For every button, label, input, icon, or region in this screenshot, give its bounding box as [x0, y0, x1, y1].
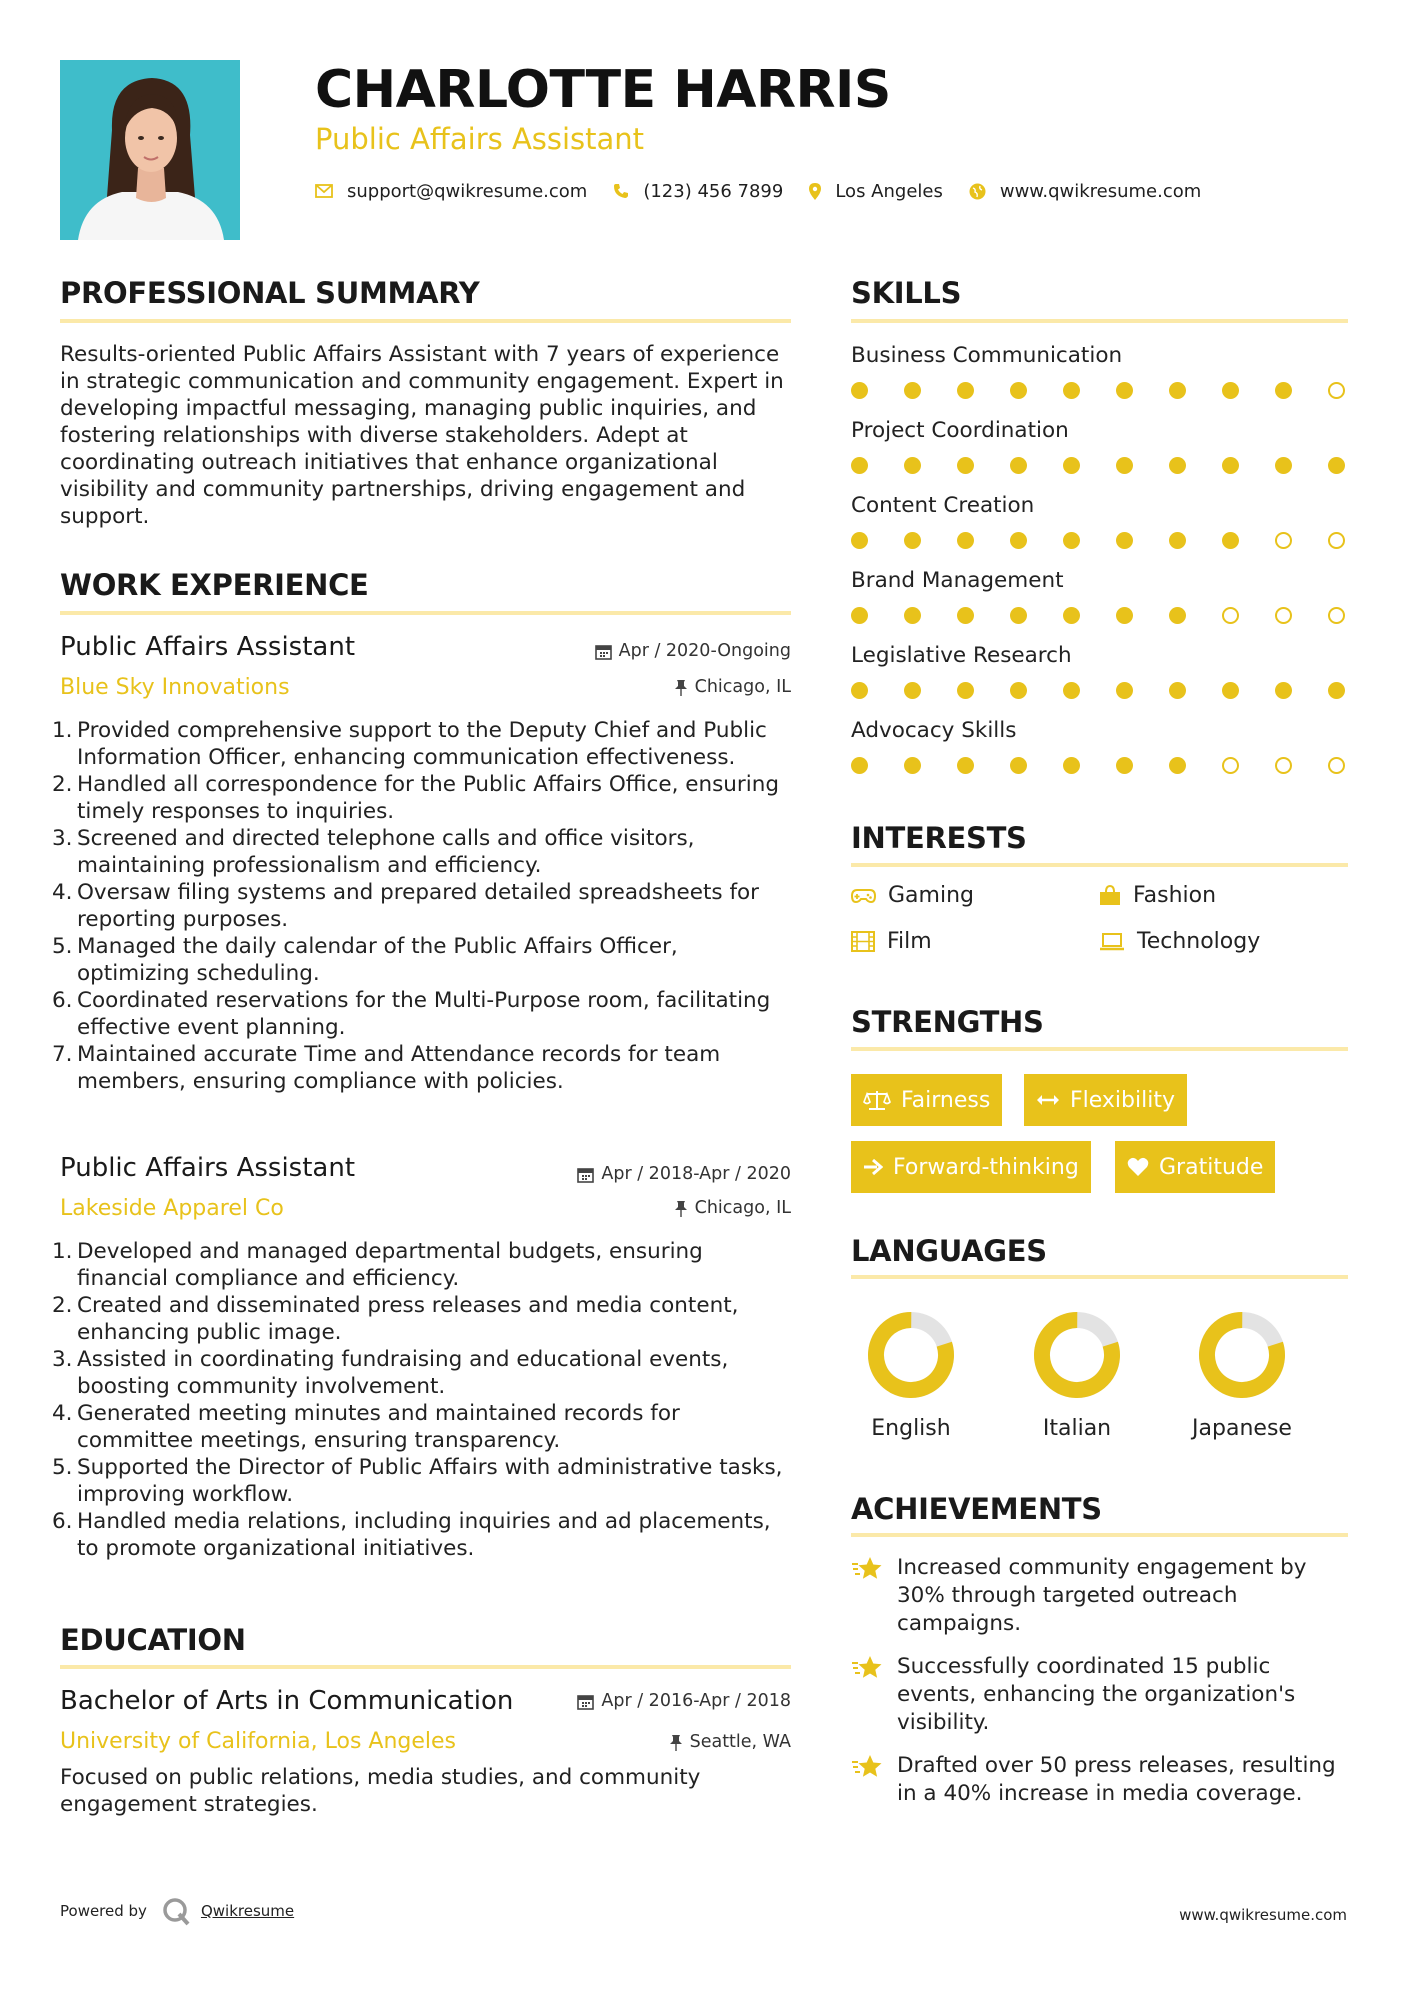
calendar-icon — [595, 643, 612, 660]
rating-dot-filled — [1275, 457, 1292, 474]
donut-fill — [1198, 1311, 1286, 1399]
job-company: Blue Sky Innovations — [60, 675, 290, 700]
job-title: Public Affairs Assistant — [60, 632, 356, 662]
list-item: 2. Handled all correspondence for the Public Affairs Office, ensuring timely responses to inquiries. — [52, 772, 780, 824]
rating-dot-filled — [1116, 607, 1133, 624]
shopping-bag-icon — [1099, 885, 1121, 906]
contact-website[interactable] — [969, 181, 1201, 202]
skill-rating — [851, 532, 1345, 549]
language-donut — [1197, 1310, 1287, 1400]
language-label: Japanese — [1192, 1416, 1292, 1441]
list-item: 5. Managed the daily calendar of the Public Affairs Officer, optimizing scheduling. — [52, 934, 678, 986]
rating-dot-empty — [1222, 757, 1239, 774]
rating-dot-empty — [1222, 607, 1239, 624]
arrow-right-icon — [863, 1158, 883, 1176]
interest-item: Fashion — [1099, 883, 1216, 908]
rating-dot-filled — [1116, 682, 1133, 699]
rating-dot-filled — [1222, 532, 1239, 549]
rating-dot-filled — [957, 382, 974, 399]
rating-dot-filled — [1116, 382, 1133, 399]
rating-dot-filled — [851, 607, 868, 624]
achievements-heading: ACHIEVEMENTS — [851, 1492, 1102, 1526]
rating-dot-filled — [957, 607, 974, 624]
rating-dot-filled — [1222, 457, 1239, 474]
rating-dot-filled — [1169, 532, 1186, 549]
skills-heading: SKILLS — [851, 276, 962, 310]
language-label: Italian — [1042, 1416, 1112, 1441]
website-text: www.qwikresume.com — [999, 180, 1202, 202]
phone-icon — [613, 183, 629, 199]
rating-dot-filled — [1063, 382, 1080, 399]
rating-dot-filled — [851, 382, 868, 399]
skill-name: Project Coordination — [851, 418, 1069, 443]
rating-dot-empty — [1328, 607, 1345, 624]
strengths-divider — [851, 1047, 1348, 1051]
skill-name: Legislative Research — [851, 643, 1072, 668]
rating-dot-empty — [1275, 757, 1292, 774]
contact-phone[interactable] — [613, 181, 783, 202]
skill-rating — [851, 457, 1345, 474]
rating-dot-filled — [1010, 532, 1027, 549]
location-text: Los Angeles — [835, 180, 943, 202]
contact-email[interactable] — [315, 181, 587, 202]
rating-dot-empty — [1275, 607, 1292, 624]
education-description: Focused on public relations, media studies, and community engagement strategies. — [60, 1765, 701, 1817]
rating-dot-filled — [1275, 382, 1292, 399]
skills-divider — [851, 319, 1348, 323]
rating-dot-filled — [904, 382, 921, 399]
rating-dot-filled — [851, 682, 868, 699]
laptop-icon — [1099, 933, 1125, 951]
rating-dot-empty — [1275, 532, 1292, 549]
list-item: 6. Coordinated reservations for the Multi-Purpose room, facilitating effective event planning. — [52, 988, 771, 1040]
achievements-divider — [851, 1533, 1348, 1537]
languages-heading: LANGUAGES — [851, 1234, 1047, 1268]
achievement-item: Successfully coordinated 15 public events, enhancing the organization's visibility. — [851, 1653, 1351, 1737]
envelope-icon — [315, 184, 333, 198]
rating-dot-empty — [1328, 757, 1345, 774]
skill-rating — [851, 382, 1345, 399]
interests-heading: INTERESTS — [851, 821, 1027, 855]
profile-photo — [60, 60, 240, 240]
education-dates: Apr / 2016-Apr / 2018 — [540, 1691, 791, 1711]
rating-dot-filled — [1222, 682, 1239, 699]
list-item: 3. Assisted in coordinating fundraising and educational events, boosting community involvement. — [52, 1347, 729, 1399]
rating-dot-filled — [1010, 607, 1027, 624]
rating-dot-filled — [1063, 457, 1080, 474]
pushpin-icon — [674, 679, 688, 696]
rating-dot-filled — [1010, 382, 1027, 399]
candidate-title: Public Affairs Assistant — [315, 122, 645, 156]
contact-bar — [315, 176, 1227, 206]
rating-dot-empty — [1328, 382, 1345, 399]
education-divider — [60, 1665, 791, 1669]
rating-dot-filled — [1116, 532, 1133, 549]
rating-dot-filled — [957, 682, 974, 699]
pushpin-icon — [669, 1734, 683, 1751]
experience-heading: WORK EXPERIENCE — [60, 568, 369, 602]
summary-text: Results-oriented Public Affairs Assistant with 7 years of experience in strategic communication and community engagement. Expert in developing impactful messaging, managing public inquiries, and fostering relationships with diverse stakeholders. Adept at coordinating outreach initiatives that enhance organizational visibility and community partnerships, driving engagement and support. — [60, 342, 784, 529]
footer-powered-by — [60, 1896, 294, 1926]
interest-item: Film — [851, 929, 932, 954]
rating-dot-filled — [1222, 382, 1239, 399]
job-dates: Apr / 2018-Apr / 2020 — [500, 1164, 791, 1184]
rating-dot-filled — [1328, 682, 1345, 699]
candidate-name: CHARLOTTE HARRIS — [315, 60, 891, 120]
rating-dot-filled — [1275, 682, 1292, 699]
rating-dot-filled — [1116, 457, 1133, 474]
donut-fill — [867, 1311, 955, 1399]
education-heading: EDUCATION — [60, 1623, 246, 1657]
star-icon — [851, 1655, 883, 1681]
strength-badge: Fairness — [851, 1074, 1002, 1126]
qwikresume-logo-icon — [161, 1896, 191, 1926]
job-bullets — [52, 717, 797, 1095]
strength-badge: Forward-thinking — [851, 1141, 1091, 1193]
languages-divider — [851, 1275, 1348, 1279]
skill-name: Brand Management — [851, 568, 1064, 593]
rating-dot-filled — [904, 757, 921, 774]
rating-dot-filled — [1010, 682, 1027, 699]
skill-rating — [851, 682, 1345, 699]
list-item: 1. Developed and managed departmental budgets, ensuring financial compliance and efficiency. — [52, 1239, 703, 1291]
skill-rating — [851, 607, 1345, 624]
skill-name: Content Creation — [851, 493, 1035, 518]
rating-dot-filled — [957, 532, 974, 549]
rating-dot-filled — [1169, 757, 1186, 774]
star-icon — [851, 1556, 883, 1582]
language-donut — [866, 1310, 956, 1400]
rating-dot-empty — [1328, 532, 1345, 549]
list-item: 3. Screened and directed telephone calls and office visitors, maintaining professionalism and efficiency. — [52, 826, 695, 878]
rating-dot-filled — [851, 457, 868, 474]
phone-text: (123) 456 7899 — [643, 180, 784, 202]
job-location: Chicago, IL — [500, 1198, 791, 1218]
job-title: Public Affairs Assistant — [60, 1153, 356, 1183]
powered-by-text: Powered by — [60, 1902, 147, 1920]
list-item: 5. Supported the Director of Public Affairs with administrative tasks, improving workflow. — [52, 1455, 783, 1507]
list-item: 4. Oversaw filing systems and prepared detailed spreadsheets for reporting purposes. — [52, 880, 760, 932]
film-icon — [851, 931, 875, 952]
rating-dot-filled — [1169, 682, 1186, 699]
balance-scale-icon — [863, 1089, 891, 1111]
rating-dot-filled — [1063, 532, 1080, 549]
rating-dot-filled — [957, 757, 974, 774]
interest-item: Technology — [1099, 929, 1260, 954]
skill-name: Advocacy Skills — [851, 718, 1017, 743]
map-marker-icon — [809, 183, 821, 200]
donut-fill — [1033, 1311, 1121, 1399]
qwikresume-link[interactable]: Qwikresume — [200, 1902, 295, 1920]
rating-dot-filled — [957, 457, 974, 474]
rating-dot-filled — [904, 532, 921, 549]
job-company: Lakeside Apparel Co — [60, 1196, 284, 1221]
rating-dot-filled — [1010, 757, 1027, 774]
education-location: Seattle, WA — [540, 1732, 791, 1752]
strength-badge: Gratitude — [1115, 1141, 1275, 1193]
rating-dot-filled — [1063, 607, 1080, 624]
calendar-icon — [577, 1693, 594, 1710]
footer-url[interactable]: www.qwikresume.com — [1179, 1906, 1347, 1924]
strengths-heading: STRENGTHS — [851, 1005, 1044, 1039]
rating-dot-filled — [1116, 757, 1133, 774]
interests-divider — [851, 863, 1348, 867]
arrows-horizontal-icon — [1036, 1093, 1060, 1107]
skill-rating — [851, 757, 1345, 774]
language-label: English — [871, 1416, 951, 1441]
job-bullets — [52, 1238, 797, 1562]
school-name: University of California, Los Angeles — [60, 1729, 457, 1754]
job-location: Chicago, IL — [500, 677, 791, 697]
pushpin-icon — [674, 1200, 688, 1217]
rating-dot-filled — [904, 607, 921, 624]
globe-icon — [969, 183, 986, 200]
summary-divider — [60, 319, 791, 323]
star-icon — [851, 1754, 883, 1780]
rating-dot-filled — [1328, 457, 1345, 474]
contact-location — [809, 181, 943, 202]
rating-dot-filled — [904, 682, 921, 699]
rating-dot-filled — [1063, 682, 1080, 699]
rating-dot-filled — [904, 457, 921, 474]
heart-icon — [1127, 1157, 1149, 1177]
rating-dot-filled — [851, 757, 868, 774]
experience-divider — [60, 611, 791, 615]
achievement-item: Drafted over 50 press releases, resulting in a 40% increase in media coverage. — [851, 1752, 1351, 1808]
email-text: support@qwikresume.com — [347, 180, 588, 202]
rating-dot-filled — [1169, 457, 1186, 474]
gamepad-icon — [851, 888, 876, 904]
list-item: 2. Created and disseminated press releases and media content, enhancing public image. — [52, 1293, 739, 1345]
rating-dot-filled — [1169, 382, 1186, 399]
rating-dot-filled — [1063, 757, 1080, 774]
achievement-item: Increased community engagement by 30% through targeted outreach campaigns. — [851, 1554, 1351, 1638]
degree-title: Bachelor of Arts in Communication — [60, 1686, 514, 1716]
strength-badge: Flexibility — [1024, 1074, 1187, 1126]
rating-dot-filled — [1010, 457, 1027, 474]
job-dates: Apr / 2020-Ongoing — [500, 641, 791, 661]
language-donut — [1032, 1310, 1122, 1400]
list-item: 4. Generated meeting minutes and maintained records for committee meetings, ensuring transparency. — [52, 1401, 680, 1453]
interest-item: Gaming — [851, 883, 974, 908]
rating-dot-filled — [1169, 607, 1186, 624]
list-item: 1. Provided comprehensive support to the Deputy Chief and Public Information Officer, enhancing communication effectiveness. — [52, 718, 767, 770]
summary-heading: PROFESSIONAL SUMMARY — [60, 276, 480, 310]
list-item: 7. Maintained accurate Time and Attendance records for team members, ensuring compliance with policies. — [52, 1042, 721, 1094]
calendar-icon — [577, 1166, 594, 1183]
skill-name: Business Communication — [851, 343, 1123, 368]
list-item: 6. Handled media relations, including inquiries and ad placements, to promote organizational initiatives. — [52, 1509, 771, 1561]
rating-dot-filled — [851, 532, 868, 549]
